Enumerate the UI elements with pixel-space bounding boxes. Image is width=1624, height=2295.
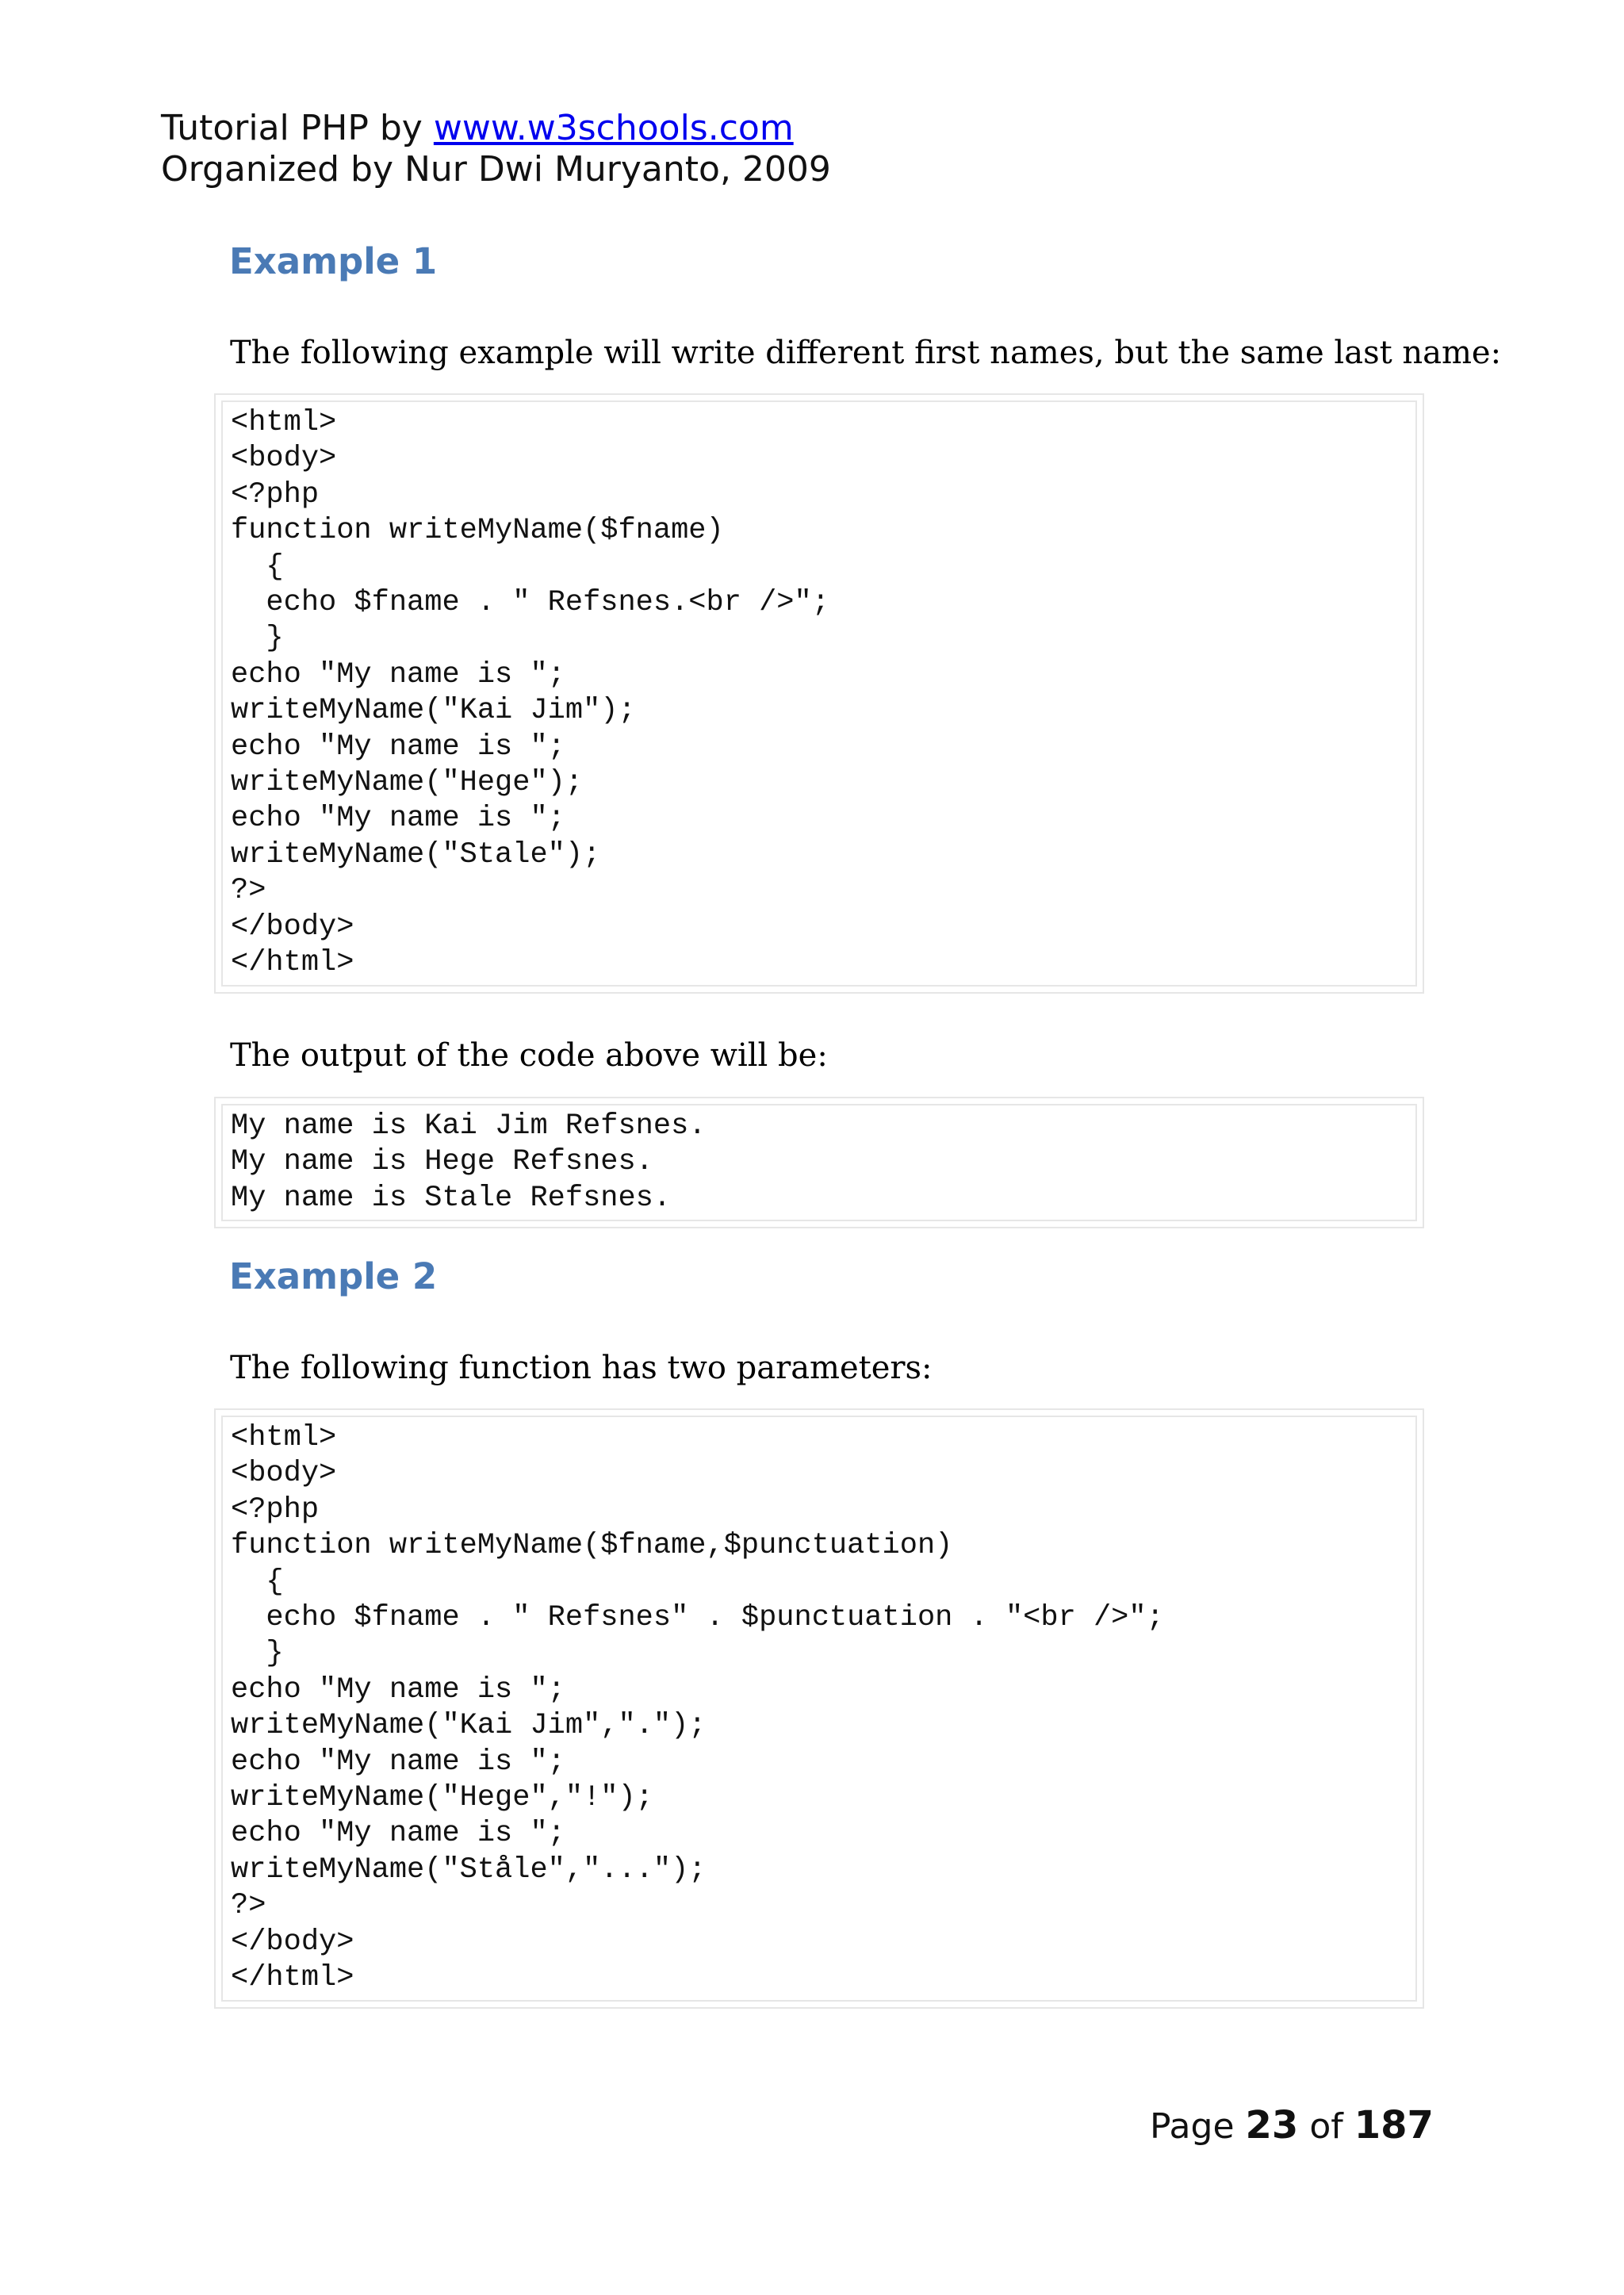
example-1-heading: Example 1 bbox=[229, 240, 438, 282]
header-line-2: Organized by Nur Dwi Muryanto, 2009 bbox=[161, 149, 831, 190]
w3schools-link[interactable]: www.w3schools.com bbox=[433, 108, 794, 148]
page-current: 23 bbox=[1245, 2103, 1299, 2147]
example-1-code-inner bbox=[221, 400, 1417, 987]
example-2-intro: The following function has two parameters: bbox=[230, 1350, 933, 1386]
header-line-1 bbox=[161, 108, 831, 149]
example-2-code-block bbox=[214, 1408, 1424, 2009]
example-1-code-block bbox=[214, 393, 1424, 994]
example-1-output-block bbox=[214, 1097, 1424, 1228]
header-title-prefix: Tutorial PHP by bbox=[161, 108, 434, 148]
example-1-code: <html> <body> <?php function writeMyName($fname) { echo $fname . " Refsnes.<br />"; } echo "My name is "; writeMyName("Kai Jim"); echo "My name is "; writeMyName("Hege"); echo "My name is "; writeMyName("Stale"); ?> </body> </html> bbox=[231, 406, 829, 980]
example-1-intro: The following example will write different first names, but the same last name: bbox=[230, 335, 1502, 371]
document-header bbox=[161, 108, 831, 190]
page-number bbox=[1150, 2103, 1434, 2149]
example-1-output: My name is Kai Jim Refsnes. My name is Hege Refsnes. My name is Stale Refsnes. bbox=[231, 1109, 707, 1215]
example-2-code-inner bbox=[221, 1416, 1417, 2002]
page-total: 187 bbox=[1354, 2103, 1434, 2147]
example-1-output-inner bbox=[221, 1104, 1417, 1221]
example-2-heading: Example 2 bbox=[229, 1255, 438, 1297]
of-label: of bbox=[1309, 2106, 1343, 2147]
example-1-output-intro: The output of the code above will be: bbox=[230, 1037, 828, 1074]
page-label: Page bbox=[1150, 2106, 1235, 2147]
example-2-code: <html> <body> <?php function writeMyName($fname,$punctuation) { echo $fname . " Refsnes" . $punctuation . "<br />"; } echo "My name is "; writeMyName("Kai Jim","."); echo "My name is "; writeMyName("Hege","!"); echo "My name is "; writeMyName("Ståle","..."); ?> </body> </html> bbox=[231, 1421, 1164, 1995]
